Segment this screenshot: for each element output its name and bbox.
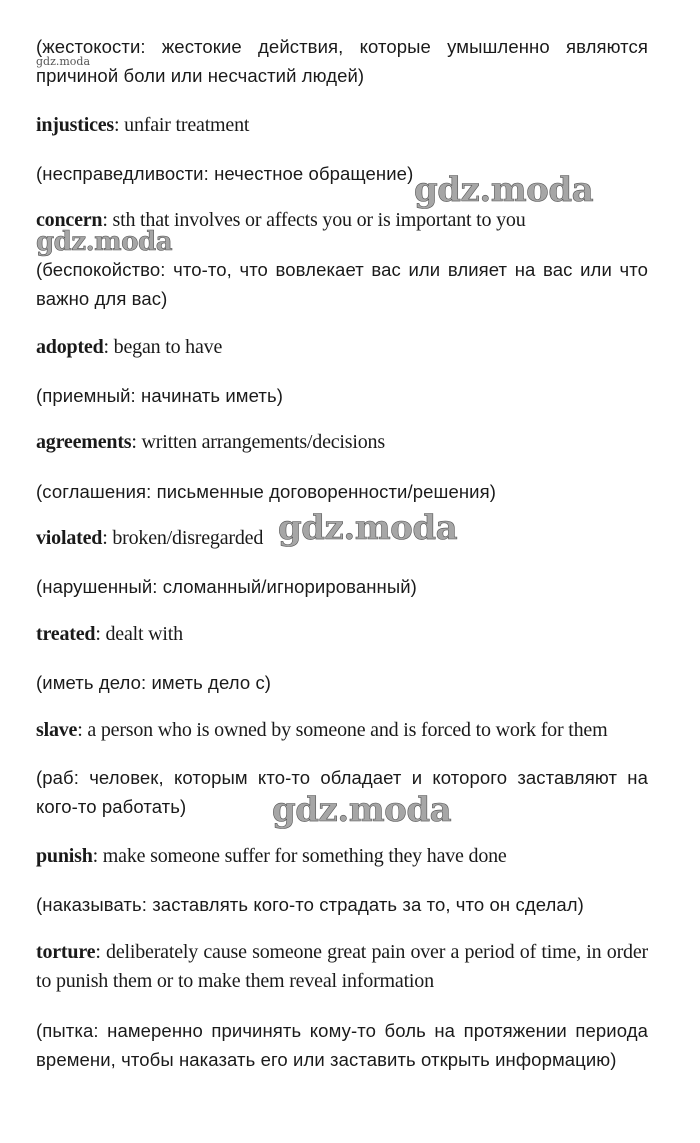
translation-torture: (пытка: намеренно причинять кому-то боль на протяжении периода времени, чтобы наказать его или заставить открыть информацию) (36, 1020, 648, 1070)
translation-agreements: (соглашения: письменные договоренности/решения) (36, 481, 496, 502)
translation-adopted: (приемный: начинать иметь) (36, 385, 283, 406)
translation-injustices: (несправедливости: нечестное обращение) (36, 163, 414, 184)
definition: : written arrangements/decisions (131, 431, 385, 453)
translation-cruelties: (жестокости: жестокие действия, которые умышленно являются причиной боли или несчастий людей) (36, 36, 648, 86)
definition: : a person who is owned by someone and is forced to work for them (77, 719, 608, 741)
term: torture (36, 941, 96, 963)
term: slave (36, 719, 78, 741)
definition: : make someone suffer for something they have done (92, 845, 507, 867)
term: adopted (36, 336, 104, 358)
watermark: gdz.moda (414, 170, 594, 210)
definition: : dealt with (95, 623, 183, 645)
entry-punish (36, 842, 648, 871)
translation-punish: (наказывать: заставлять кого-то страдать за то, что он сделал) (36, 894, 584, 915)
definition: : broken/disregarded (102, 527, 264, 549)
entry-slave (36, 716, 648, 745)
definition: : unfair treatment (114, 114, 250, 136)
term: violated (36, 527, 103, 549)
watermark-small: gdz.moda (36, 55, 91, 68)
entry-injustices (36, 111, 648, 140)
definition: : sth that involves or affects you or is important to you (102, 209, 526, 231)
translation-slave: (раб: человек, которым кто-то обладает и которого заставляют на кого-то работать) (36, 767, 648, 817)
entry-agreements (36, 428, 648, 457)
term: concern (36, 209, 103, 231)
term: injustices (36, 114, 115, 136)
term: treated (36, 623, 96, 645)
definition: : deliberately cause someone great pain over a period of time, in order to punish them or to make them reveal information (36, 941, 648, 992)
watermark: gdz.moda (272, 790, 452, 830)
watermark: gdz.moda (36, 227, 173, 257)
translation-violated: (нарушенный: сломанный/игнорированный) (36, 576, 417, 597)
entry-adopted (36, 333, 648, 362)
entry-torture (36, 938, 648, 996)
translation-treated: (иметь дело: иметь дело с) (36, 672, 272, 693)
term: punish (36, 845, 93, 867)
term: agreements (36, 431, 132, 453)
watermark: gdz.moda (278, 508, 458, 548)
definition: : began to have (103, 336, 223, 358)
translation-concern: (беспокойство: что-то, что вовлекает вас или влияет на вас или что важно для вас) (36, 259, 648, 309)
entry-treated (36, 620, 648, 649)
